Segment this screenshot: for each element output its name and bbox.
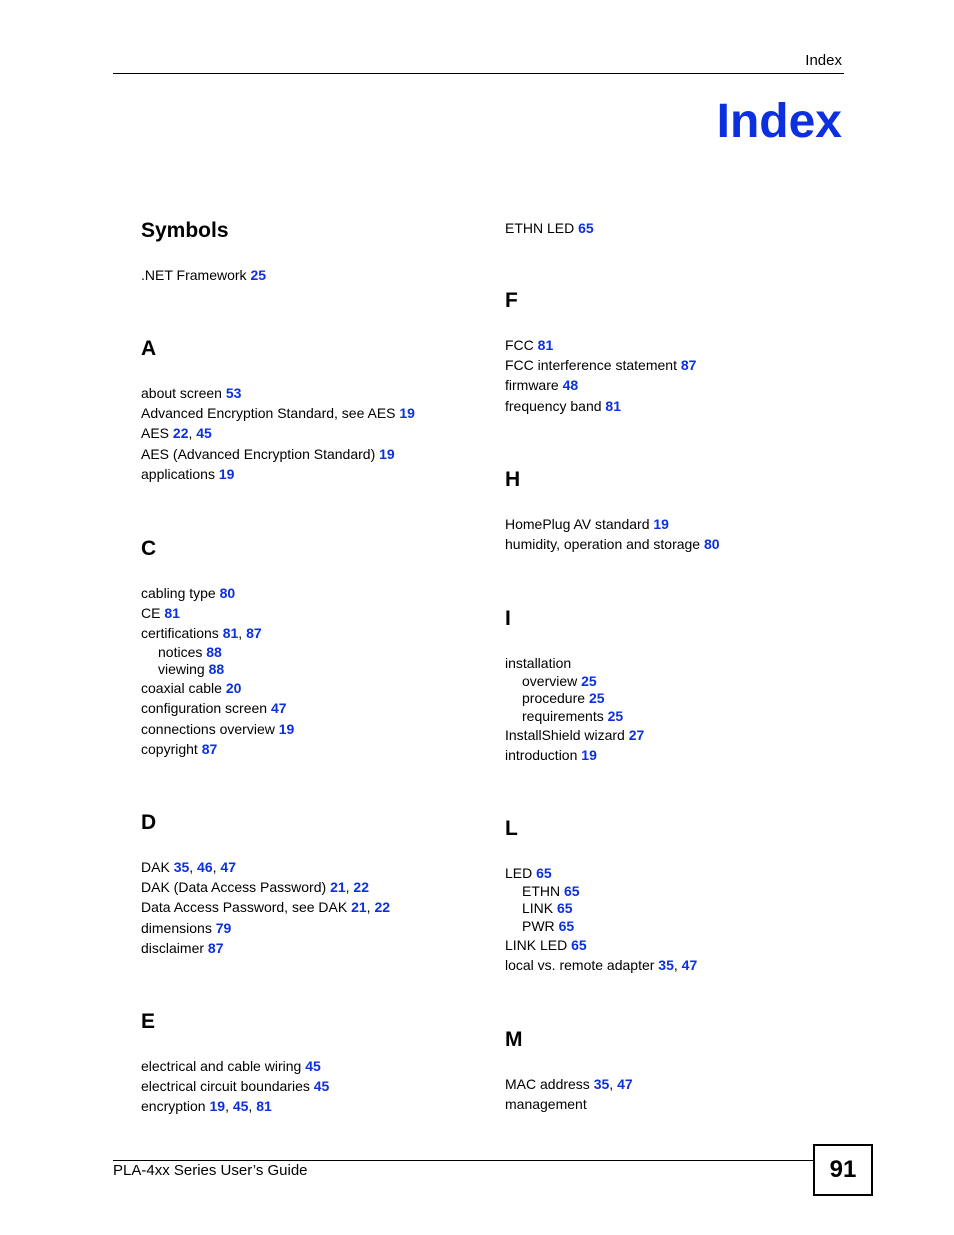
index-entry [505,653,855,673]
section-heading: C [141,537,157,560]
page-link[interactable]: 65 [578,220,594,236]
entry-term: InstallShield wizard [505,727,625,744]
page-link[interactable]: 19 [278,720,295,737]
index-entry [141,464,491,484]
page-title: Index [716,95,842,148]
index-subentry [505,918,855,935]
index-section [505,816,855,975]
index-entry [141,265,491,285]
index-entry [505,218,855,238]
page-link[interactable]: 47 [270,700,287,717]
page-link[interactable]: 81 [537,337,554,353]
entry-term: introduction [505,747,578,764]
page-link[interactable]: 45 [196,425,212,442]
page-link[interactable]: 47 [220,859,236,875]
section-heading: M [505,1028,523,1051]
index-section [141,218,491,285]
page-link[interactable]: 27 [628,727,645,744]
entry-term: CE [141,605,161,622]
index-entry [141,603,491,623]
entry-term: applications [141,465,215,482]
page-number: 91 [813,1144,873,1196]
entry-term: humidity, operation and storage [505,536,701,553]
page-link[interactable]: 88 [206,643,222,660]
page-link[interactable]: 19 [653,516,669,532]
entry-term: LED [505,865,533,881]
page-link[interactable]: 25 [588,690,605,707]
index-subentry [505,900,855,917]
entry-term: dimensions [141,919,212,936]
index-entry [141,698,491,718]
entry-term: AES [141,425,170,442]
entry-term: FCC interference statement [505,357,677,374]
index-entry [505,514,855,534]
page-link[interactable]: 45 [313,1078,330,1095]
page-link[interactable]: 22 [172,425,189,442]
index-section [505,288,855,416]
entry-term: configuration screen [141,700,268,717]
entry-term: DAK (Data Access Password) [141,879,327,896]
index-entry: Data Access Password, see DAK 21, 22 [141,899,391,916]
page-link[interactable]: 21 [330,879,346,896]
index-section [141,1009,491,1117]
entry-term: LINK LED [505,937,568,954]
entry-term: coaxial cable [141,680,222,697]
entry-term: about screen [141,385,222,401]
page-link[interactable]: 19 [379,445,395,462]
page-link[interactable]: 19 [218,465,235,482]
index-entry [505,355,855,375]
index-section [505,467,855,554]
page-link[interactable]: 20 [225,680,242,697]
page-link[interactable]: 65 [558,917,575,934]
index-subentry [505,690,855,707]
page-link[interactable]: 45 [305,1058,321,1074]
entry-term: frequency band [505,397,602,414]
index-entry [141,938,491,958]
page-link[interactable]: 81 [605,397,621,414]
section-heading: Symbols [141,219,229,242]
page-link[interactable]: 19 [209,1098,226,1115]
page-link[interactable]: 47 [617,1076,633,1092]
entry-term: notices [158,643,203,660]
page-link[interactable]: 25 [607,707,624,724]
index-entry [505,396,855,416]
page-link[interactable]: 47 [681,957,698,974]
index-section [141,810,491,958]
entry-term: ETHN LED [505,220,575,236]
entry-term: .NET Framework [141,267,247,283]
index-entry [505,745,855,765]
entry-term: DAK [141,859,170,875]
index-entry: DAK (Data Access Password) 21, 22 [141,879,369,896]
page-link[interactable]: 25 [250,267,267,283]
index-entry: DAK 35, 46, 47 [141,859,236,875]
footer-rule [113,1160,813,1161]
entry-term: management [505,1096,587,1113]
page-link[interactable]: 79 [215,919,232,936]
page-link[interactable]: 87 [680,357,697,374]
page-link[interactable]: 65 [557,900,573,917]
page-link[interactable]: 81 [164,605,180,622]
section-heading: F [505,289,518,312]
index-subentry [141,644,491,661]
index-entry [141,383,491,403]
index-entry [505,935,855,955]
section-heading: L [505,817,518,840]
page-link[interactable]: 81 [256,1098,272,1115]
page-link[interactable]: 21 [351,899,367,916]
entry-term: requirements [522,707,604,724]
index-entry: encryption 19, 45, 81 [141,1098,272,1115]
index-section [505,218,855,238]
entry-term: Data Access Password, see DAK [141,899,348,916]
section-heading: I [505,607,511,630]
entry-term: HomePlug AV standard [505,516,650,532]
entry-term: MAC address [505,1076,590,1092]
index-entry [505,375,855,395]
index-entry [141,403,491,423]
page-link[interactable]: 48 [562,377,579,394]
index-section [141,336,491,484]
index-entry [141,678,491,698]
index-subentry [505,883,855,900]
entry-term: AES (Advanced Encryption Standard) [141,445,376,462]
entry-term: copyright [141,740,198,757]
index-entry [141,1076,491,1096]
entry-term: FCC [505,337,534,353]
page-link[interactable]: 81 [222,625,239,642]
footer-guide-title: PLA-4xx Series User’s Guide [113,1162,308,1179]
section-heading: D [141,811,157,834]
index-entry [141,918,491,938]
page-link[interactable]: 25 [581,673,597,690]
entry-term: Advanced Encryption Standard, see AES [141,405,396,422]
section-heading: H [505,468,521,491]
page-link[interactable]: 87 [207,939,224,956]
page-link[interactable]: 46 [197,859,213,875]
index-entry: MAC address 35, 47 [505,1076,633,1092]
entry-term: electrical and cable wiring [141,1058,302,1074]
index-entry [505,335,855,355]
index-entry [505,1094,855,1114]
entry-term: ETHN [522,883,561,900]
header-rule [113,73,844,74]
entry-term: procedure [522,690,586,707]
index-entry [505,534,855,554]
index-subentry [505,673,855,690]
page-link[interactable]: 22 [374,899,391,916]
page-link[interactable]: 65 [536,865,552,881]
index-entry: local vs. remote adapter 35, 47 [505,957,698,974]
page-link[interactable]: 45 [232,1098,249,1115]
entry-term: electrical circuit boundaries [141,1078,310,1095]
entry-term: encryption [141,1098,206,1115]
page-link[interactable]: 65 [564,883,580,900]
index-entry [505,863,855,883]
page-link[interactable]: 80 [703,536,720,553]
entry-term: connections overview [141,720,275,737]
index-entry [141,739,491,759]
section-heading: A [141,337,157,360]
page-link[interactable]: 35 [658,957,674,974]
index-entry: certifications 81, 87 [141,625,262,642]
page-link[interactable]: 35 [173,859,190,875]
entry-term: viewing [158,660,205,677]
index-section [505,1027,855,1114]
page-link[interactable]: 87 [246,625,262,642]
entry-term: installation [505,655,572,671]
page-link[interactable]: 87 [201,740,218,757]
index-subentry [505,708,855,725]
index-entry [505,725,855,745]
index-subentry [141,661,491,678]
index-entry: AES 22, 45 [141,425,212,442]
page-link[interactable]: 19 [399,405,415,422]
page-link[interactable]: 53 [225,385,242,401]
index-section [141,536,491,759]
entry-term: PWR [522,917,555,934]
index-entry [141,1056,491,1076]
entry-term: overview [522,673,578,690]
section-heading: E [141,1010,156,1033]
page-link[interactable]: 22 [353,879,369,896]
index-entry [141,444,491,464]
page-link[interactable]: 35 [593,1076,610,1092]
index-entry [141,583,491,603]
page-link[interactable]: 80 [219,585,236,601]
index-section [505,606,855,765]
entry-term: local vs. remote adapter [505,957,655,974]
entry-term: certifications [141,625,219,642]
page-link[interactable]: 88 [208,660,225,677]
page-link[interactable]: 19 [581,747,597,764]
page-link[interactable]: 65 [571,937,587,954]
entry-term: firmware [505,377,559,394]
running-header: Index [805,52,842,69]
entry-term: LINK [522,900,554,917]
entry-term: cabling type [141,585,216,601]
index-entry [141,719,491,739]
entry-term: disclaimer [141,939,205,956]
